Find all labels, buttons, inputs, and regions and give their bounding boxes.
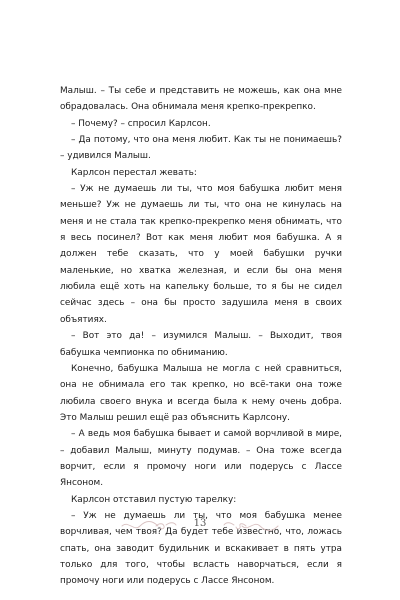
paragraph-4: Карлсон перестал жевать: (71, 167, 197, 178)
paragraph-9: Карлсон отставил пустую тарелку: (71, 494, 237, 505)
paragraph-2: – Почему? – спросил Карлсон. (71, 118, 211, 129)
page-footer (120, 514, 280, 538)
paragraph-7: Конечно, бабушка Малыша не могла с ней сравниться, она не обнимала его так крепко, но всё-таки она тоже любила своего внука и всегда была к нему очень добра. Это Малыш решил ещё раз объяснить Карлсону. (60, 363, 342, 423)
paragraph-10: – Уж не думаешь ли ты, что моя бабушка менее ворчливая, чем твоя? Да будет тебе известно, что, ложась спать, она заводит будильник и вскакивает в пять утра только для того, чтобы всласть наворчаться, если я промочу ноги или подерусь с Лассе Янсоном. (60, 510, 342, 587)
paragraph-1: Малыш. – Ты себе и представить не можешь, как она мне обрадовалась. Она обнимала меня крепко-прекрепко. (60, 86, 342, 113)
paragraph-6: – Вот это да! – изумился Малыш. – Выходит, твоя бабушка чемпионка по обниманию. (60, 331, 342, 358)
page-number: 13 (193, 518, 207, 529)
paragraph-5: – Уж не думаешь ли ты, что моя бабушка любит меня меньше? Уж не думаешь ли ты, что она не кинулась на меня и не стала так крепко-прекрепко меня обнимать, что я весь посинел? Вот как меня любит моя бабушка. А я должен тебе сказать, что у моей бабушки ручки маленькие, но хватка железная, и если бы она меня любила ещё хоть на капельку больше, то я бы не сидел сейчас здесь – она бы просто задушила меня в своих объятиях. (60, 184, 342, 325)
paragraph-8: – А ведь моя бабушка бывает и самой ворчливой в мире, – добавил Малыш, минуту подумав. – Она тоже всегда ворчит, если я промочу ноги или подерусь с Лассе Янсоном. (60, 429, 342, 489)
paragraph-3: – Да потому, что она меня любит. Как ты не понимаешь? – удивился Малыш. (60, 135, 342, 162)
